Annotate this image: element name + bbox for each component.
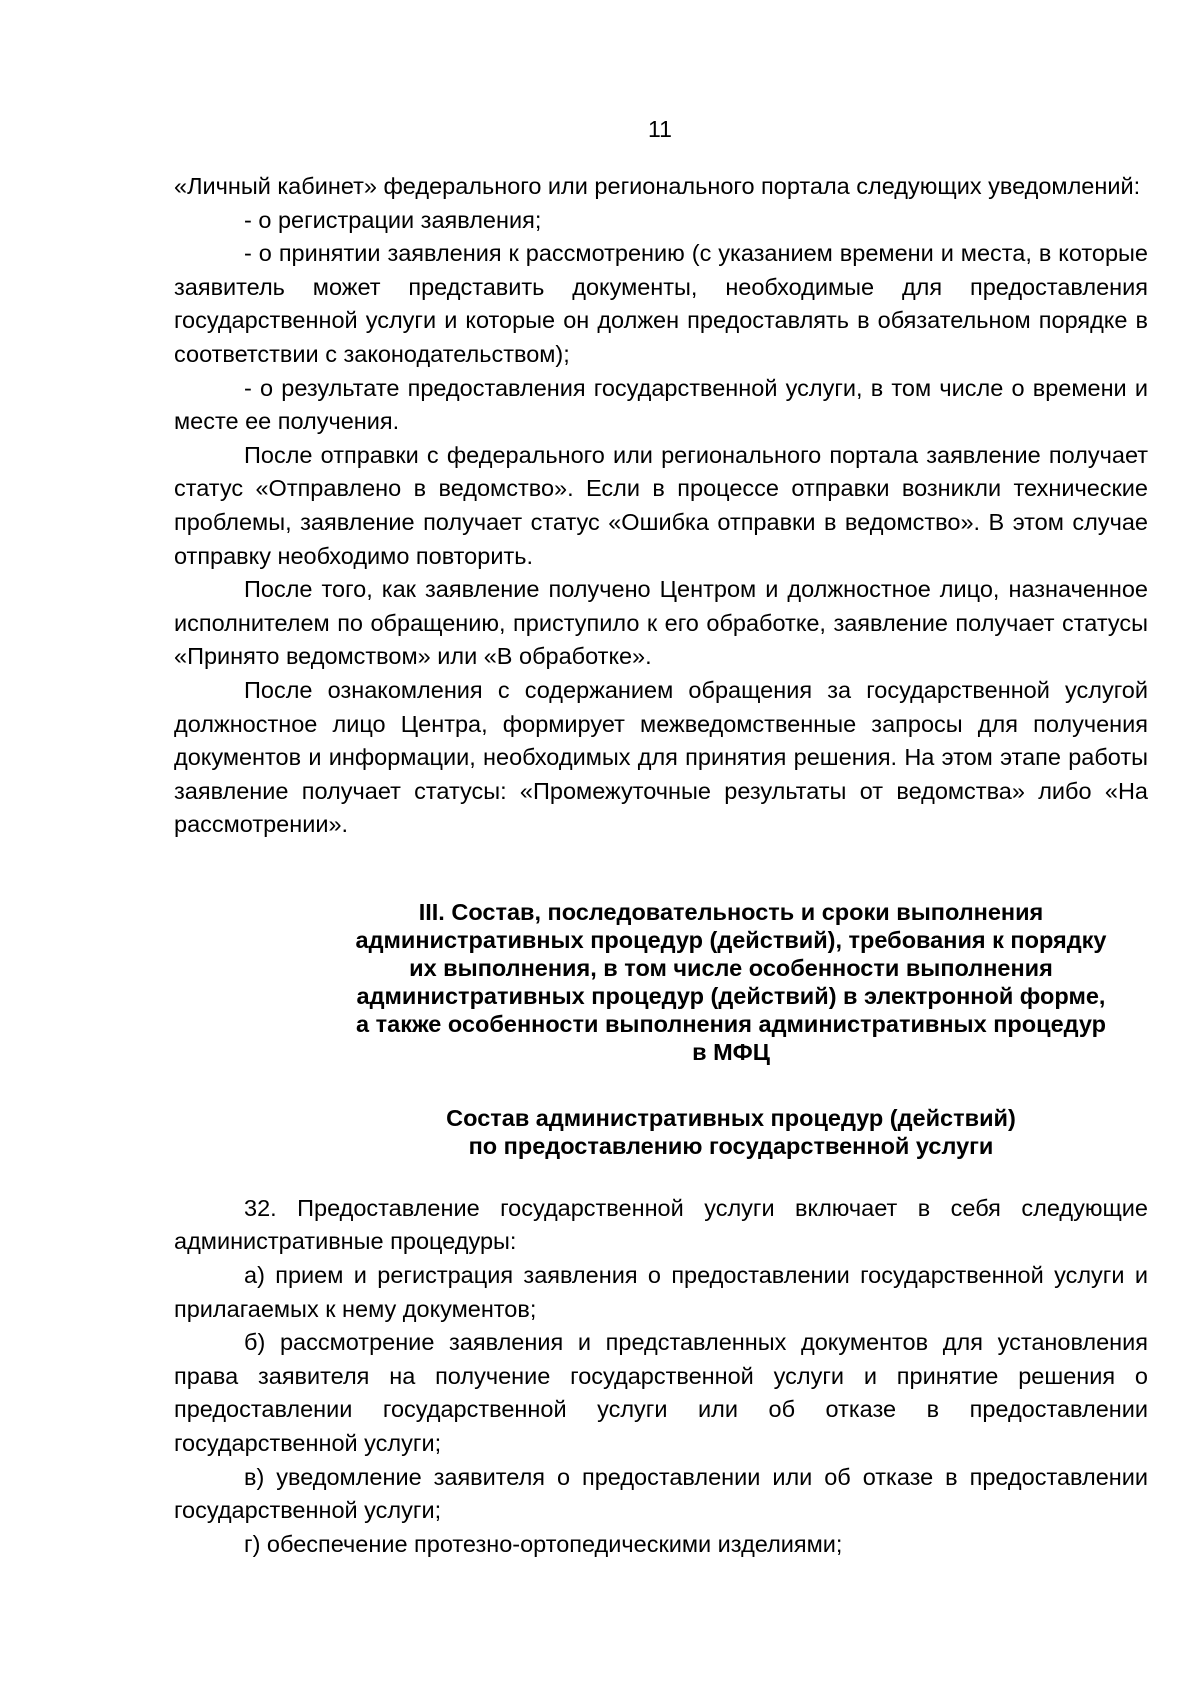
section-heading-line: III. Состав, последовательность и сроки выполнения [418,898,1044,925]
paragraph: - о результате предоставления государственной услуги, в том числе о времени и месте ее получения. [174,374,1148,435]
paragraph: После того, как заявление получено Центром и должностное лицо, назначенное исполнителем по обращению, приступило к его обработке, заявление получает статусы «Принято ведомством» или «В обработке». [174,576,1148,670]
paragraph: - о регистрации заявления; [244,206,542,233]
paragraph: - о принятии заявления к рассмотрению (с указанием времени и места, в которые заявитель может представить документы, необходимые для предоставления государственной услуги и которые он должен предоставлять в обязательном порядке в соответствии с законодательством); [174,240,1148,367]
paragraph: После ознакомления с содержанием обращения за государственной услугой должностное лицо Центра, формирует межведомственные запросы для получения документов и информации, необходимых для принятия решения. На этом этапе работы заявление получает статусы: «Промежуточные результаты от ведомства» либо «На рассмотрении». [174,676,1148,838]
section-heading-line: а также особенности выполнения административных процедур [356,1010,1106,1037]
top-paragraphs [174,170,1148,842]
section-heading-line: в МФЦ [692,1038,770,1065]
section-heading-line: административных процедур (действий) в электронной форме, [356,982,1106,1009]
paragraph: б) рассмотрение заявления и представленных документов для установления права заявителя на получение государственной услуги и принятие решения о предоставлении государственной услуги или об отказе в предоставлении государственной услуги; [174,1329,1148,1457]
page-number: 11 [648,116,672,142]
paragraph: После отправки с федерального или регионального портала заявление получает статус «Отправлено в ведомство». Если в процессе отправки возникли технические проблемы, заявление получает статус «Ошибка отправки в ведомство». В этом случае отправку необходимо повторить. [174,441,1148,569]
paragraph: в) уведомление заявителя о предоставлении или об отказе в предоставлении государственной услуги; [174,1463,1148,1524]
subsection-heading [351,1104,1111,1160]
paragraph: «Личный кабинет» федерального или регионального портала следующих уведомлений: [174,173,1141,199]
subsection-heading-line: по предоставлению государственной услуги [468,1132,994,1159]
paragraph: а) прием и регистрация заявления о предоставлении государственной услуги и прилагаемых к нему документов; [174,1262,1148,1322]
bottom-paragraphs [174,1192,1148,1562]
document-body [174,170,1148,1561]
section-heading-line: их выполнения, в том числе особенности выполнения [409,954,1053,981]
section-heading-line: административных процедур (действий), требования к порядку [355,926,1107,953]
paragraph: 32. Предоставление государственной услуги включает в себя следующие административные процедуры: [174,1194,1148,1255]
subsection-heading-line: Состав административных процедур (действий) [446,1104,1016,1131]
section-heading [351,898,1111,1066]
paragraph: г) обеспечение протезно-ортопедическими изделиями; [244,1530,843,1557]
